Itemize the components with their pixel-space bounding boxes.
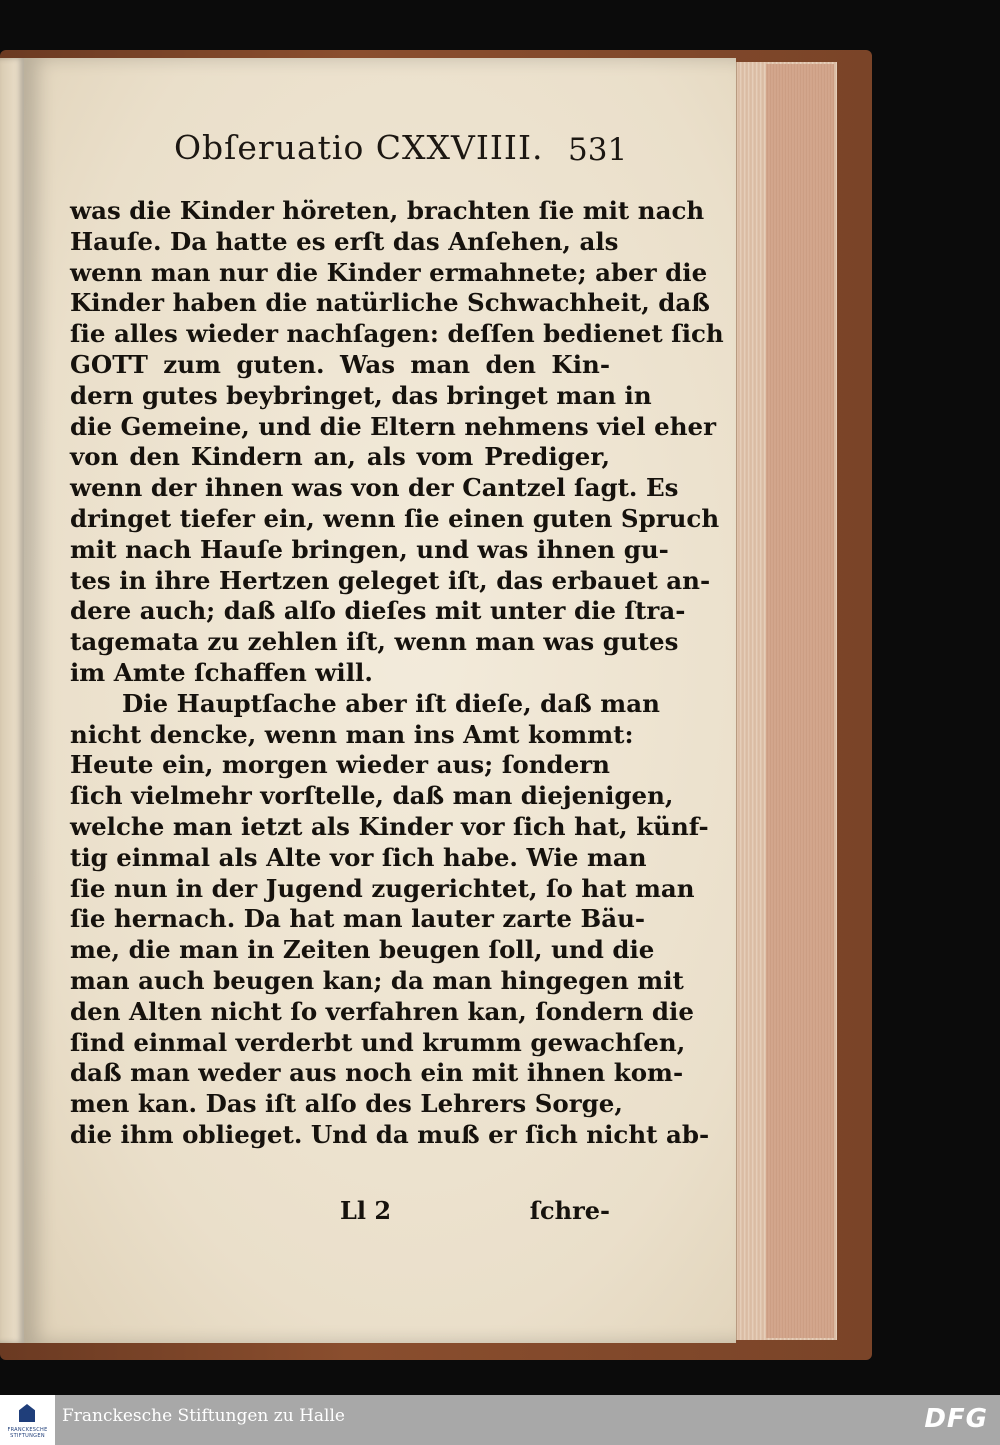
text-line: tes in ihre Hertzen geleget iſt, das erbauet an-: [70, 565, 711, 595]
text-line: Die Hauptſache aber iſt dieſe, daß man: [122, 688, 660, 718]
text-line: im Amte ſchaffen will.: [70, 657, 373, 687]
text-line: die Gemeine, und die Eltern nehmens viel eher: [70, 411, 717, 441]
text-line: tig einmal als Alte vor ſich habe. Wie man: [70, 842, 647, 872]
text-line: wenn man nur die Kinder ermahnete; aber die: [70, 257, 708, 287]
page-number: 531: [568, 132, 628, 168]
running-head: Obſeruatio CXXVIIII.: [174, 128, 544, 167]
text-line: me, die man in Zeiten beugen ſoll, und die: [70, 935, 655, 965]
text-line: men kan. Das iſt alſo des Lehrers Sorge,: [70, 1089, 623, 1119]
text-line: daß man weder aus noch ein mit ihnen kom-: [70, 1058, 684, 1088]
left-page-edge: [0, 58, 24, 1343]
text-line: dringet tiefer ein, wenn ſie einen guten Spruch: [70, 503, 720, 533]
page-footer: [70, 1196, 610, 1226]
text-line: welche man ietzt als Kinder vor ſich hat, künf-: [70, 811, 709, 841]
text-line: mit nach Hauſe bringen, und was ihnen gu-: [70, 534, 669, 564]
text-line: ſind einmal verderbt und krumm gewachſen,: [70, 1027, 686, 1057]
page-edges-inner: [766, 64, 834, 1338]
franckesche-logo[interactable]: [0, 1395, 55, 1445]
building-icon: [19, 1404, 35, 1422]
text-line: man auch beugen kan; da man hingegen mit: [70, 965, 684, 995]
text-line: ſie alles wieder nachſagen: deſſen bedienet ſich: [70, 319, 724, 349]
text-line: ſie hernach. Da hat man lauter zarte Bäu-: [70, 904, 646, 934]
text-line: von den Kindern an, als vom Prediger,: [70, 442, 610, 472]
signature-mark: Ll 2: [340, 1196, 392, 1225]
logo-text: FRANCKESCHE STIFTUNGEN: [7, 1427, 48, 1439]
text-line: Heute ein, morgen wieder aus; ſondern: [70, 750, 610, 780]
dfg-logo[interactable]: DFG: [924, 1404, 988, 1434]
text-line: den Alten nicht ſo verfahren kan, ſondern die: [70, 996, 694, 1026]
text-line: Hauſe. Da hatte es erſt das Anſehen, als: [70, 226, 619, 256]
text-line: was die Kinder höreten, brachten ſie mit nach: [70, 196, 705, 225]
text-line: tagemata zu zehlen iſt, wenn man was gutes: [70, 627, 679, 657]
text-line: ſich vielmehr vorſtelle, daß man diejenigen,: [70, 781, 674, 811]
text-line: ſie nun in der Jugend zugerichtet, ſo hat man: [70, 873, 695, 903]
catchword: ſchre-: [529, 1196, 610, 1225]
bottom-bar: [0, 1395, 1000, 1445]
text-line: wenn der ihnen was von der Cantzel ſagt. Es: [70, 473, 679, 503]
page-header: [24, 128, 736, 178]
text-line: dere auch; daß alſo dieſes mit unter die ſtra-: [70, 596, 686, 626]
text-line: nicht dencke, wenn man ins Amt kommt:: [70, 719, 634, 749]
text-line: dern gutes beybringet, das bringet man in: [70, 380, 652, 410]
body-text: [70, 196, 724, 1151]
text-line: GOTT zum guten. Was man den Kin-: [70, 349, 610, 379]
text-line: Kinder haben die natürliche Schwachheit, daß: [70, 288, 710, 318]
text-line: die ihm oblieget. Und da muß er ſich nicht ab-: [70, 1119, 710, 1149]
institution-name[interactable]: Franckesche Stiftungen zu Halle: [62, 1406, 345, 1426]
